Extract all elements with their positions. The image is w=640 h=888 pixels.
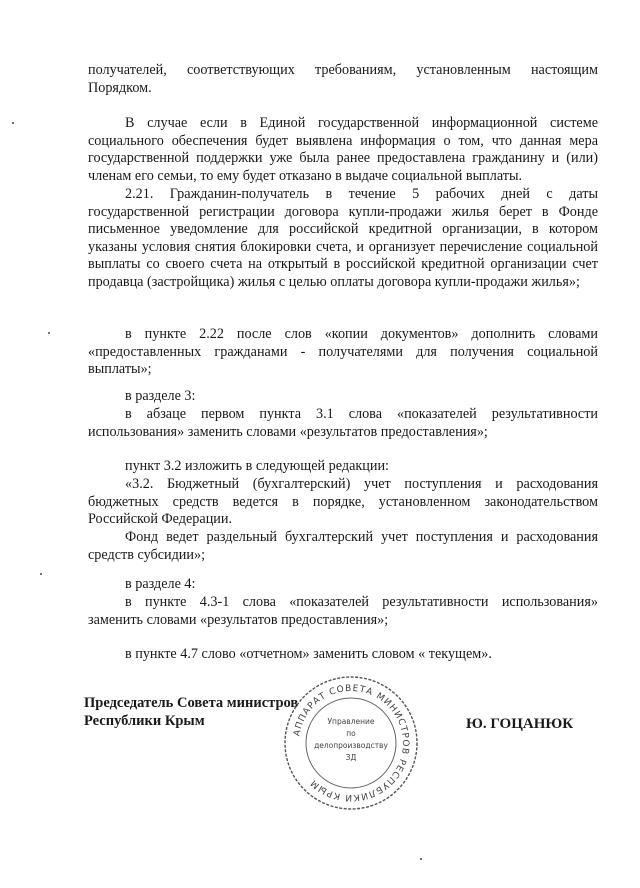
paragraph-3-2-text: «3.2. Бюджетный (бухгалтерский) учет поступления и расходования бюджетных средств ведется в порядке, установленном законодательством Российской Федерации. [88,476,598,528]
paragraph-4-3-1: в пункте 4.3-1 слова «показателей результативности использования» заменить словами «результатов предоставления»; [88,594,598,628]
seal-center-line3: делопроизводству [314,741,388,750]
paragraph-2-22: в пункте 2.22 после слов «копии документов» дополнить словами «предоставленных гражданами - получателями для получения социальной выплаты»; [88,326,598,378]
paragraph-refusal: В случае если в Единой государственной информационной системе социального обеспечения будет выявлена информация о том, что данная мера государственной поддержки уже была ранее предоставлена гражданину и (или) членам его семьи, то ему будет отказано в выдаче социальной выплаты. [88,115,598,184]
seal-center-line4: ЗД [345,753,357,762]
seal-center-line2: по [346,729,356,738]
scan-speck [48,332,50,334]
seal-center-line1: Управление [327,717,375,726]
signatory-position [84,694,298,730]
paragraph-section-4: в разделе 4: [125,576,196,592]
scan-speck [40,573,42,575]
signatory-position-line1: Председатель Совета министров [84,695,299,711]
signatory-position-line2: Республики Крым [84,713,205,729]
paragraph-continuation: получателей, соответствующих требованиям, установленным настоящим Порядком. [88,62,598,96]
seal-ring-text: АППАРАТ СОВЕТА МИНИСТРОВ РЕСПУБЛИКИ КРЫМ [292,683,411,803]
paragraph-4-7: в пункте 4.7 слово «отчетном» заменить словом « текущем». [125,646,492,662]
scan-speck [420,858,422,860]
signatory-name: Ю. ГОЦАНЮК [466,716,574,732]
paragraph-3-1: в абзаце первом пункта 3.1 слова «показателей результативности использования» заменить словами «результатов предоставления»; [88,406,598,440]
paragraph-2-21: 2.21. Гражданин-получатель в течение 5 рабочих дней с даты государственной регистрации договора купли-продажи жилья берет в Фонде письменное уведомление для российской кредитной организации, в котором указаны условия снятия блокировки счета, и организует перечисление социальной выплаты со своего счета на открытый в российской кредитной организации счет продавца (застройщика) жилья с целью оплаты договора купли-продажи жилья»; [88,186,598,290]
paragraph-fund: Фонд ведет раздельный бухгалтерский учет поступления и расходования средств субсидии»; [88,529,598,563]
official-seal [282,674,420,812]
paragraph-section-3: в разделе 3: [125,388,196,404]
scan-speck [12,122,14,124]
paragraph-3-2-intro: пункт 3.2 изложить в следующей редакции: [125,458,389,474]
